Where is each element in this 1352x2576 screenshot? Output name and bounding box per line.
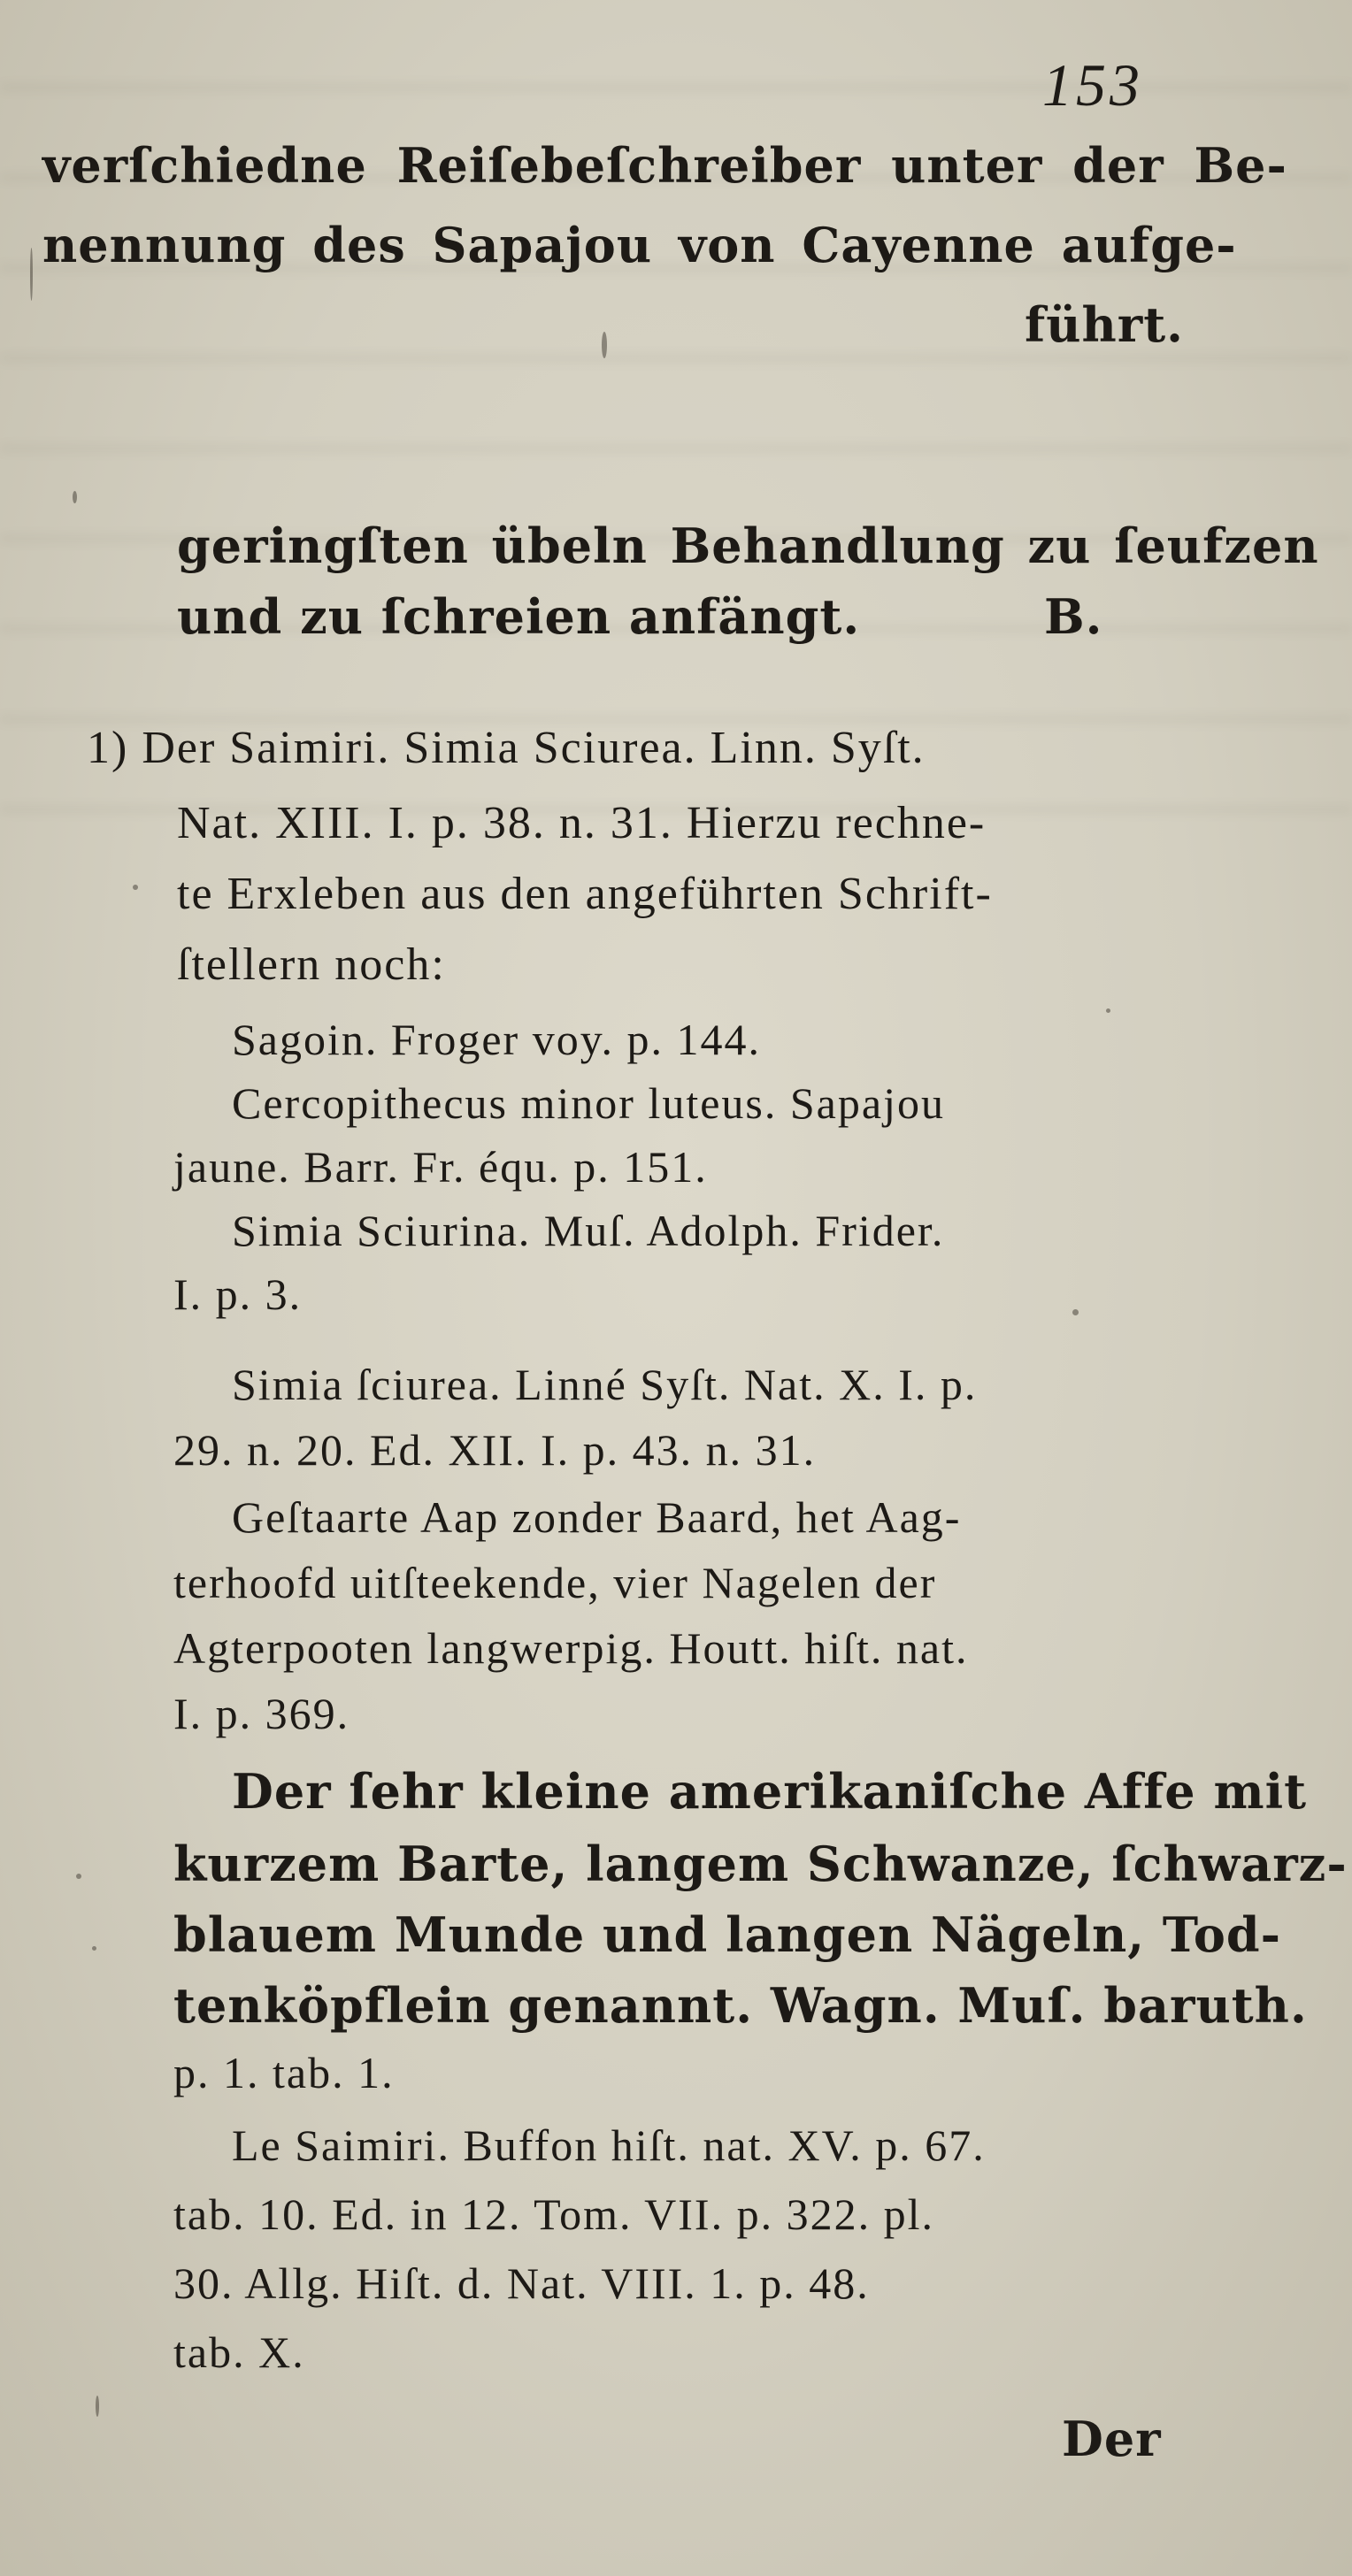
reference-line: Agterpooten langwerpig. Houtt. hiſt. nat. (173, 1623, 969, 1673)
reference-line: kurzem Barte, langem Schwanze, ſchwarz- (173, 1836, 1348, 1892)
paper-speck (30, 248, 33, 301)
text-line: und zu ſchreien anfängt. (177, 588, 861, 645)
reference-line: Geſtaarte Aap zonder Baard, het Aag- (232, 1492, 962, 1542)
text-line: verſchiedne Reiſebeſchreiber unter der Be- (42, 137, 1287, 194)
footnote-heading: te Erxleben aus den angeführten Schrift- (177, 869, 993, 919)
reference-line: Le Saimiri. Buffon hiſt. nat. XV. p. 67. (232, 2120, 986, 2170)
reference-line: tab. 10. Ed. in 12. Tom. VII. p. 322. pl. (173, 2189, 934, 2239)
reference-line: I. p. 3. (173, 1269, 303, 1319)
reference-line: tenköpflein genannt. Wagn. Muſ. baruth. (173, 1977, 1308, 2034)
paper-speck (96, 2396, 99, 2417)
reference-line: p. 1. tab. 1. (173, 2048, 395, 2097)
text-line: geringſten übeln Behandlung zu ſeufzen (177, 518, 1319, 574)
paper-speck (602, 332, 607, 358)
footnote-heading: Nat. XIII. I. p. 38. n. 31. Hierzu rechne- (177, 798, 987, 848)
footnote-heading: 1) Der Saimiri. Simia Sciurea. Linn. Syſt. (87, 723, 926, 773)
reference-line: tab. X. (173, 2327, 305, 2377)
paper-speck (76, 1874, 81, 1879)
reference-line: Simia Sciurina. Muſ. Adolph. Frider. (232, 1206, 945, 1255)
paper-speck (133, 885, 138, 890)
reference-line: Simia ſciurea. Linné Syſt. Nat. X. I. p. (232, 1360, 978, 1409)
page-number: 153 (1042, 51, 1143, 119)
signature-initial: B. (1044, 588, 1103, 645)
text-line: führt. (1025, 296, 1184, 353)
reference-line: 29. n. 20. Ed. XII. I. p. 43. n. 31. (173, 1425, 817, 1475)
footnote-heading: ſtellern noch: (177, 939, 446, 990)
catchword: Der (1062, 2411, 1162, 2467)
reference-line: 30. Allg. Hiſt. d. Nat. VIII. 1. p. 48. (173, 2258, 870, 2308)
paper-speck (1072, 1309, 1079, 1315)
reference-line: I. p. 369. (173, 1689, 350, 1738)
reference-line: terhoofd uitſteekende, vier Nagelen der (173, 1558, 937, 1607)
text-line: nennung des Sapajou von Cayenne aufge- (42, 217, 1237, 273)
reference-line: blauem Munde und langen Nägeln, Tod- (173, 1906, 1282, 1963)
paper-speck (73, 491, 77, 503)
reference-line: Der ſehr kleine amerikaniſche Affe mit (232, 1763, 1308, 1820)
paper-speck (1106, 1008, 1110, 1013)
reference-line: jaune. Barr. Fr. équ. p. 151. (173, 1142, 708, 1192)
reference-line: Sagoin. Froger voy. p. 144. (232, 1015, 761, 1064)
paper-speck (92, 1946, 96, 1951)
reference-line: Cercopithecus minor luteus. Sapajou (232, 1078, 945, 1128)
